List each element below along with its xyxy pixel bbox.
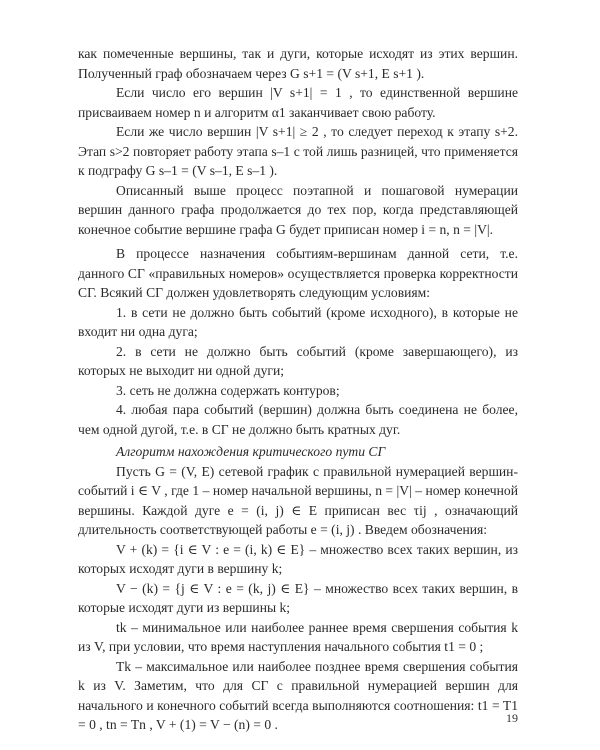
condition-item-1: 1. в сети не должно быть событий (кроме исходного), в которые не входит ни одна дуга; (78, 304, 518, 339)
definition-v-minus: V − (k) = {j ∈ V : e = (k, j) ∈ E} – множество всех таких вершин, в которые исходят дуги из вершины k; (78, 580, 518, 615)
paragraph-next-stage: Если же число вершин |V s+1| ≥ 2 , то следует переход к этапу s+2. Этап s>2 повторяет работу этапа s–1 с той лишь разницей, что применяется к подграфу G s–1 = (V s–1, E s–1 ). (78, 124, 518, 178)
definition-late-time: Tk – максимальное или наиболее позднее время свершения события k из V. Заметим, что для СГ с правильной нумерацией вершин для начального и конечного событий всегда выполняются соотношения: t1 = T1 = 0 , tn = Tn , V + (1) = V − (n) = 0 . (78, 658, 518, 732)
condition-item-2: 2. в сети не должно быть событий (кроме завершающего), из которых не выходит ни одной дуги; (78, 343, 518, 378)
page-body (78, 44, 518, 735)
paragraph-correctness-check: В процессе назначения событиям-вершинам данной сети, т.е. данного СГ «правильных номеров» осуществляется проверка корректности СГ. Всякий СГ должен удовлетворять следующим условиям: (78, 246, 518, 300)
paragraph-network-graph: Пусть G = (V, E) сетевой график с правильной нумерацией вершин-событий i ∈ V , где 1 – номер начальной вершины, n = |V| – номер конечной вершины. Каждой дуге e = (i, j) ∈ E приписан вес τij , означающий длительность соответствующей работы e = (i, j) . Введем обозначения: (78, 463, 518, 537)
page-number: 19 (506, 711, 518, 725)
condition-item-4: 4. любая пара событий (вершин) должна быть соединена не более, чем одной дугой, т.е. в СГ не должно быть кратных дуг. (78, 402, 518, 437)
section-heading: Алгоритм нахождения критического пути СГ (116, 444, 386, 459)
paragraph-continuation: как помеченные вершины, так и дуги, которые исходят из этих вершин. Полученный граф обозначаем через G s+1 = (V s+1, E s+1 ). (78, 46, 518, 81)
definition-v-plus: V + (k) = {i ∈ V : e = (i, k) ∈ E} – множество всех таких вершин, из которых исходят дуги в вершину k; (78, 541, 518, 576)
condition-item-3: 3. сеть не должна содержать контуров; (116, 382, 340, 398)
definition-early-time: tk – минимальное или наиболее раннее время свершения события k из V, при условии, что время наступления начального события t1 = 0 ; (78, 619, 518, 654)
paragraph-numbering-process: Описанный выше процесс поэтапной и пошаговой нумерации вершин данного графа продолжается до тех пор, когда представляющей конечное событие вершине графа G будет приписан номер i = n, n = |V|. (78, 182, 518, 237)
paragraph-single-vertex: Если число его вершин |V s+1| = 1 , то единственной вершине присваиваем номер n и алгоритм α1 заканчивает свою работу. (78, 85, 518, 120)
